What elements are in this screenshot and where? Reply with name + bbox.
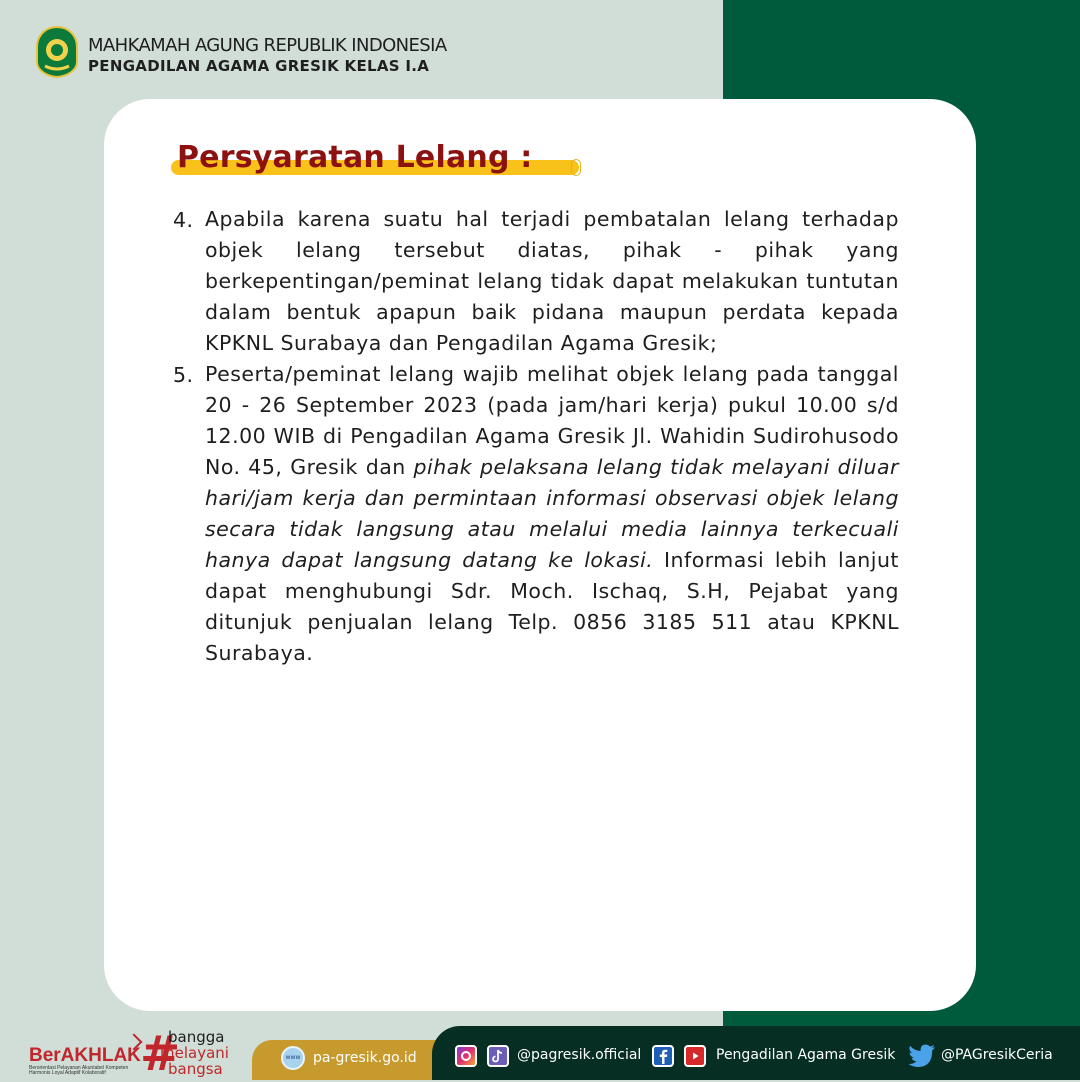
item-number: 4. (173, 208, 194, 232)
website-link[interactable]: pa-gresik.go.id (313, 1050, 417, 1066)
facebook-youtube-handle[interactable]: Pengadilan Agama Gresik (716, 1047, 896, 1063)
facebook-icon[interactable] (652, 1045, 674, 1067)
court-emblem-icon (36, 26, 78, 78)
title-highlight-tip (571, 159, 581, 176)
instagram-icon[interactable] (455, 1045, 477, 1067)
page-title: Persyaratan Lelang : (177, 140, 533, 175)
twitter-icon[interactable] (908, 1044, 936, 1068)
item-text-italic: pihak pelaksana lelang tidak melayani diluar hari/jam kerja dan permintaan informasi observasi objek lelang secara tidak langsung atau melalui media lainnya terkecuali hanya dapat langsung datang ke lokasi. (205, 455, 899, 572)
item-text-continued: Informasi lebih lanjut dapat menghubungi Sdr. Moch. Ischaq, S.H, Pejabat yang ditunjuk penjualan lelang Telp. 0856 3185 511 atau KPKNL Surabaya. (205, 548, 899, 665)
title-block (171, 140, 583, 180)
youtube-icon[interactable] (684, 1045, 706, 1067)
slogan-bangga: bangga (168, 1028, 225, 1046)
item-number: 5. (173, 363, 194, 387)
item-text: Peserta/peminat lelang wajib melihat objek lelang pada tanggal 20 - 26 September 2023 (pada jam/hari kerja) pukul 10.00 s/d 12.00 WIB di Pengadilan Agama Gresik Jl. Wahidin Sudirohusodo No. 45, Gresik dan (205, 362, 899, 479)
item-text: Apabila karena suatu hal terjadi pembatalan lelang terhadap objek lelang tersebut diatas, pihak - pihak yang berkepentingan/peminat lelang tidak dapat melakukan tuntutan dalam bentuk apapun baik pidana maupun perdata kepada KPKNL Surabaya dan Pengadilan Agama Gresik; (205, 207, 899, 355)
berakhlak-logo: BerAKHLAK (29, 1045, 141, 1066)
instagram-tiktok-handle[interactable]: @pagresik.official (517, 1047, 642, 1063)
court-name: PENGADILAN AGAMA GRESIK KELAS I.A (88, 57, 430, 75)
slogan-melayani: melayani (160, 1044, 229, 1062)
twitter-handle[interactable]: @PAGresikCeria (941, 1047, 1053, 1063)
berakhlak-tagline: Berorientasi Pelayanan Akuntabel Kompeten Harmonis Loyal Adaptif Kolaboratif (29, 1065, 129, 1076)
globe-icon: www (281, 1046, 305, 1070)
hashtag-icon: # (140, 1026, 181, 1082)
list-item (171, 359, 899, 669)
institution-name: MAHKAMAH AGUNG REPUBLIK INDONESIA (88, 35, 447, 56)
requirements-list (171, 204, 899, 669)
tiktok-icon[interactable] (487, 1045, 509, 1067)
list-item (171, 204, 899, 359)
slogan-bangsa: bangsa (168, 1060, 223, 1078)
